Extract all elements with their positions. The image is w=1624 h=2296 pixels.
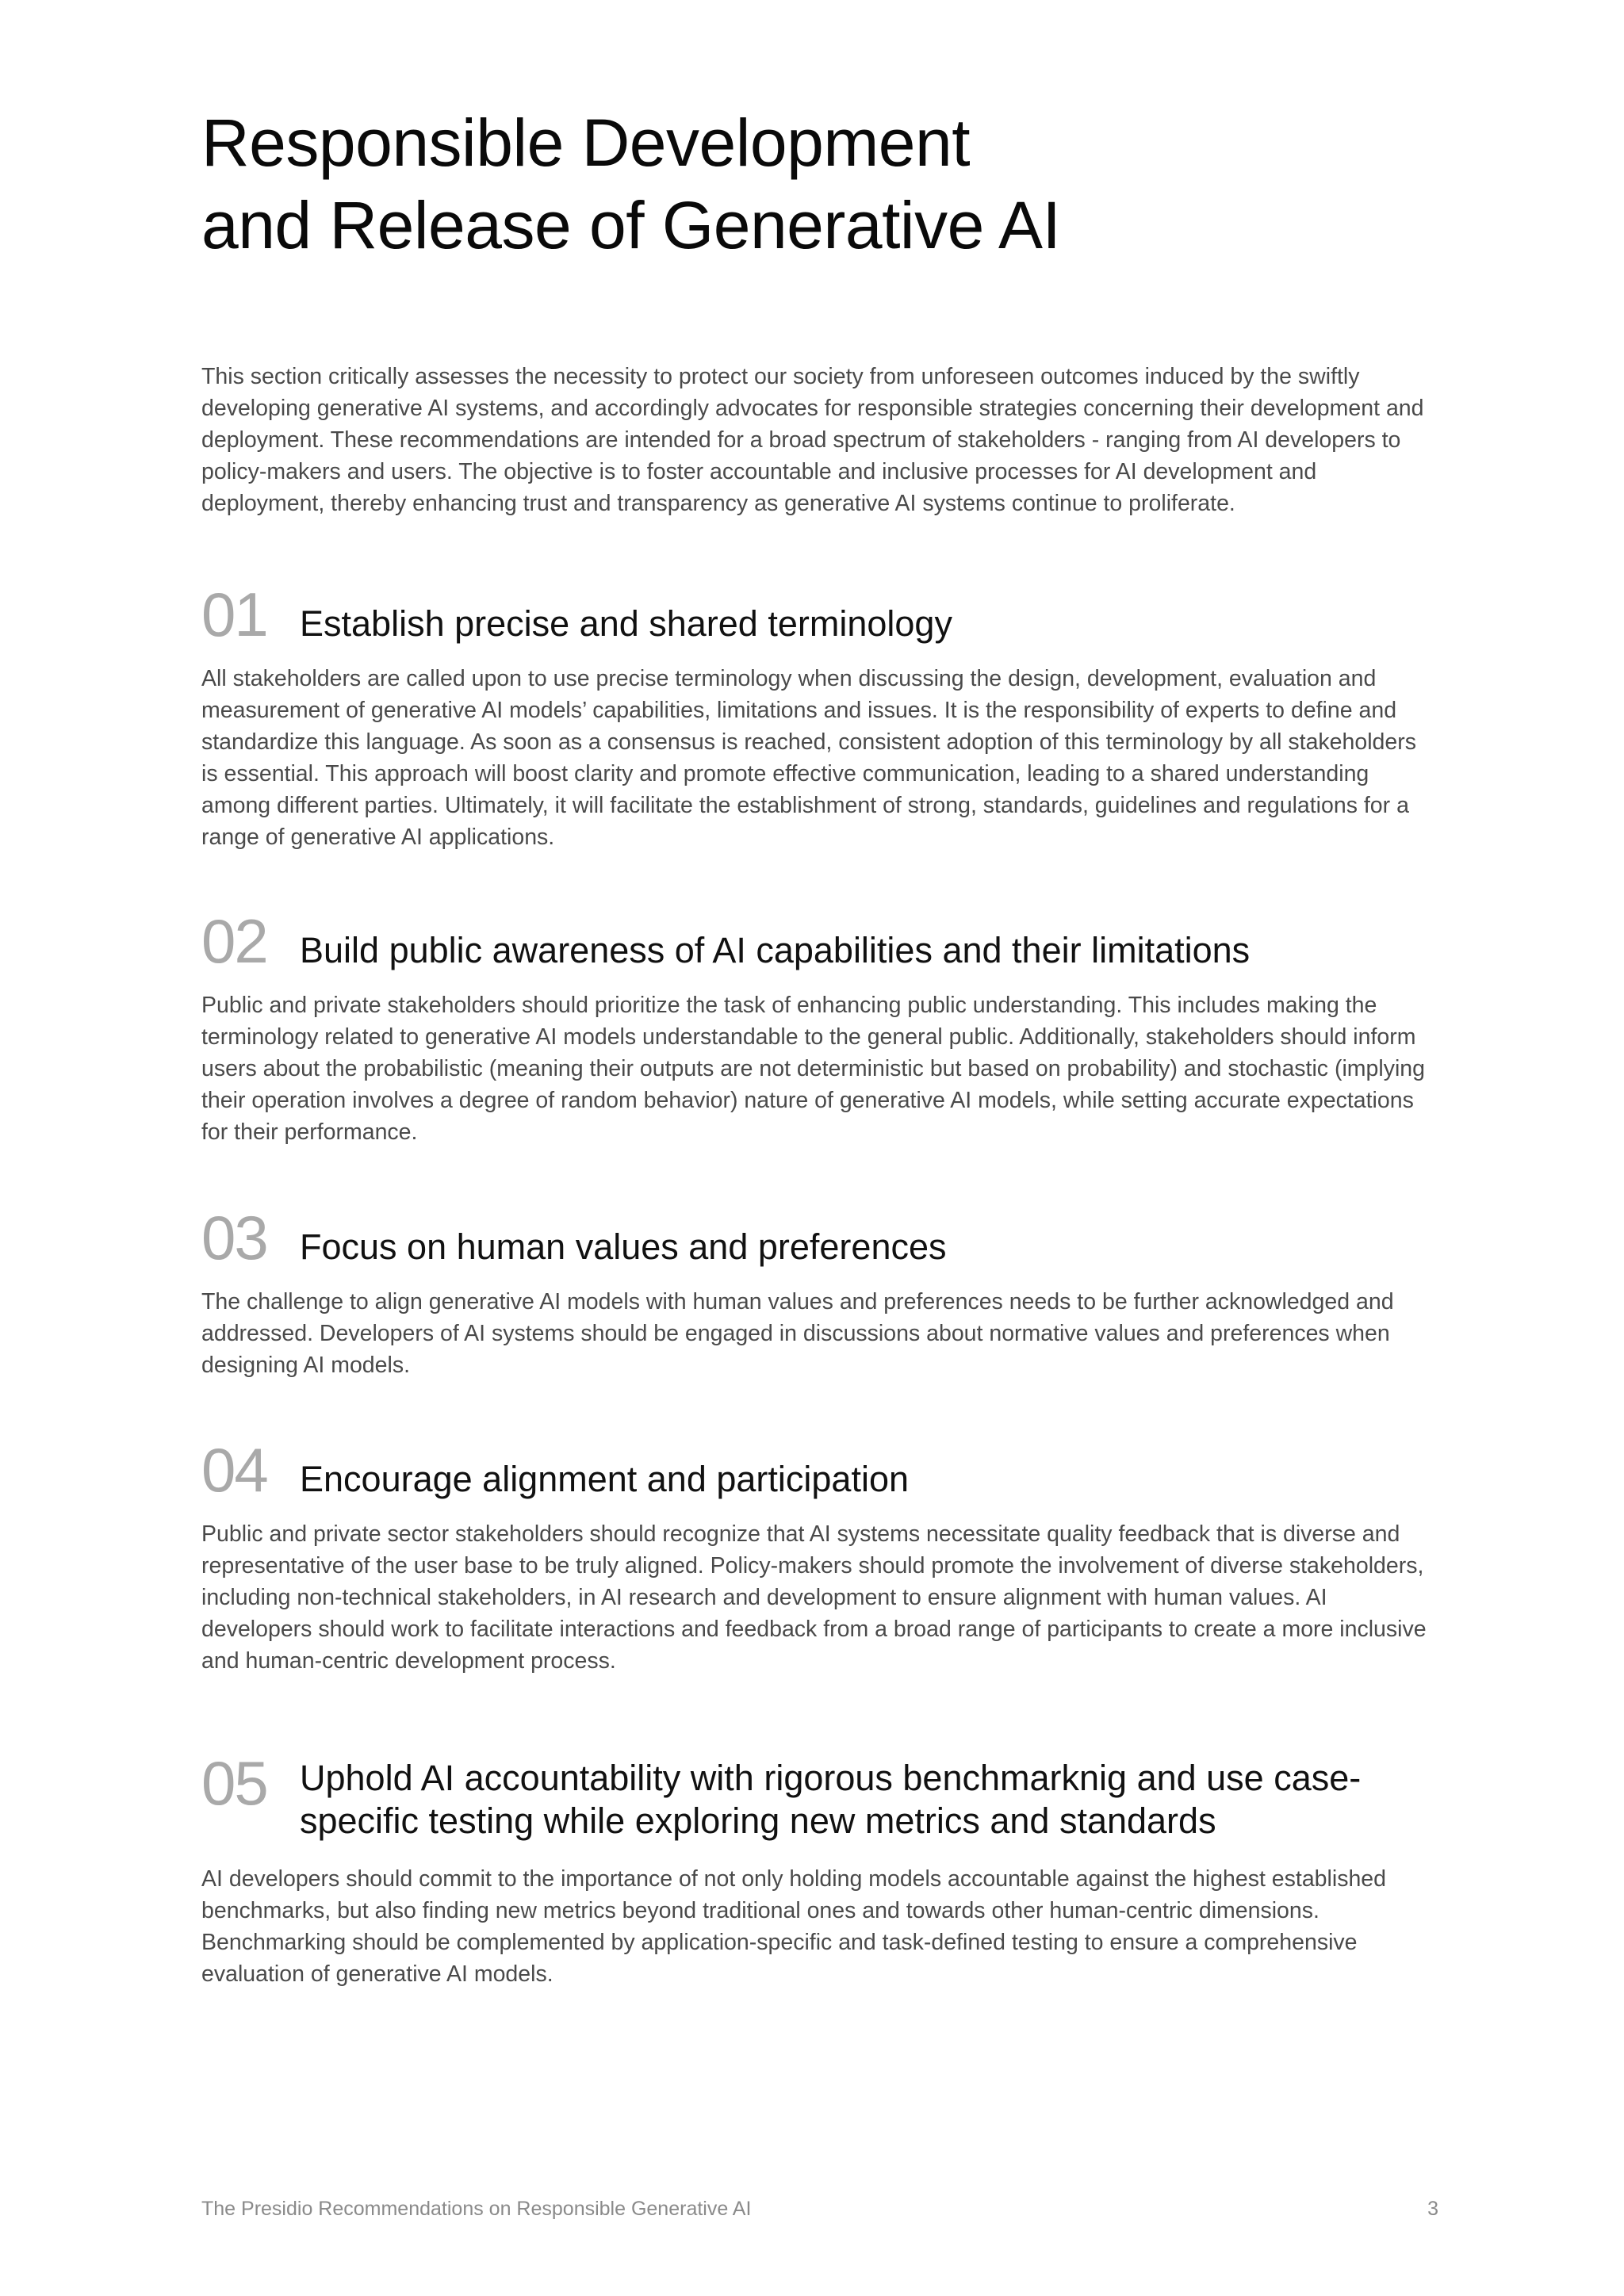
section-body: Public and private stakeholders should prioritize the task of enhancing public understanding. This includes making the terminology related to generative AI models understandable to the general public. Additionally, stakeholders should inform users about the probabilistic (meaning their outputs are not deterministic but based on probability) and stochastic (implying their operation involves a degree of random behavior) nature of generative AI models, while setting accurate expectations for their performance. xyxy=(201,993,1425,1145)
intro-paragraph: This section critically assesses the necessity to protect our society from unforeseen outcomes induced by the swiftly developing generative AI systems, and accordingly advocates for responsible strategies concerning their development and deployment. These recommendations are intended for a broad spectrum of stakeholders - ranging from AI developers to policy-makers and users. The objective is to foster accountable and inclusive processes for AI development and deployment, thereby enhancing trust and transparency as generative AI systems continue to proliferate. xyxy=(201,364,1424,516)
section-title: Establish precise and shared terminology xyxy=(300,603,952,644)
section-number: 05 xyxy=(201,1748,267,1818)
section-03 xyxy=(201,1203,1438,1381)
section-01 xyxy=(201,580,1438,853)
section-number: 03 xyxy=(201,1203,267,1272)
section-body: Public and private sector stakeholders should recognize that AI systems necessitate quality feedback that is diverse and representative of the user base to be truly aligned. Policy-makers should promote the involvement of diverse stakeholders, including non-technical stakeholders, in AI research and development to ensure alignment with human values. AI developers should work to facilitate interactions and feedback from a broad range of participants to create a more inclusive and human-centric development process. xyxy=(201,1521,1427,1674)
page-title xyxy=(201,101,1391,266)
footer-text: The Presidio Recommendations on Responsible Generative AI xyxy=(201,2198,752,2220)
section-header xyxy=(201,1203,1438,1280)
section-header xyxy=(201,580,1438,656)
section-header xyxy=(201,906,1438,983)
section-body: All stakeholders are called upon to use precise terminology when discussing the design, development, evaluation and measurement of generative AI models’ capabilities, limitations and issues. It is the responsibility of experts to define and standardize this language. As soon as a consensus is reached, consistent adoption of this terminology by all stakeholders is essential. This approach will boost clarity and promote effective communication, leading to a shared understanding among different parties. Ultimately, it will facilitate the establishment of strong, standards, guidelines and regulations for a range of generative AI applications. xyxy=(201,666,1417,850)
section-05 xyxy=(201,1744,1438,1990)
section-title: Encourage alignment and participation xyxy=(300,1459,910,1499)
section-title: Build public awareness of AI capabilities and their limitations xyxy=(300,930,1251,970)
section-04 xyxy=(201,1435,1438,1677)
page-title-line-1: Responsible Development xyxy=(201,105,971,180)
section-title: Focus on human values and preferences xyxy=(300,1226,947,1267)
page-footer xyxy=(201,2196,1438,2221)
section-number: 04 xyxy=(201,1435,267,1505)
section-title: Uphold AI accountability with rigorous benchmarknig and use case-specific testing while exploring new metrics and standards xyxy=(300,1758,1362,1841)
page-number: 3 xyxy=(1427,2198,1438,2220)
section-header xyxy=(201,1744,1438,1855)
page-title-line-2: and Release of Generative AI xyxy=(201,188,1061,262)
document-page xyxy=(201,0,1438,2296)
section-header xyxy=(201,1435,1438,1512)
section-number: 02 xyxy=(201,906,267,976)
section-body: AI developers should commit to the importance of not only holding models accountable against the highest established benchmarks, but also finding new metrics beyond traditional ones and towards other human-centric dimensions. Benchmarking should be complemented by application-specific and task-defined testing to ensure a comprehensive evaluation of generative AI models. xyxy=(201,1866,1386,1987)
section-body: The challenge to align generative AI models with human values and preferences needs to be further acknowledged and addressed. Developers of AI systems should be engaged in discussions about normative values and preferences when designing AI models. xyxy=(201,1289,1394,1378)
section-number: 01 xyxy=(201,580,267,649)
section-02 xyxy=(201,906,1438,1148)
